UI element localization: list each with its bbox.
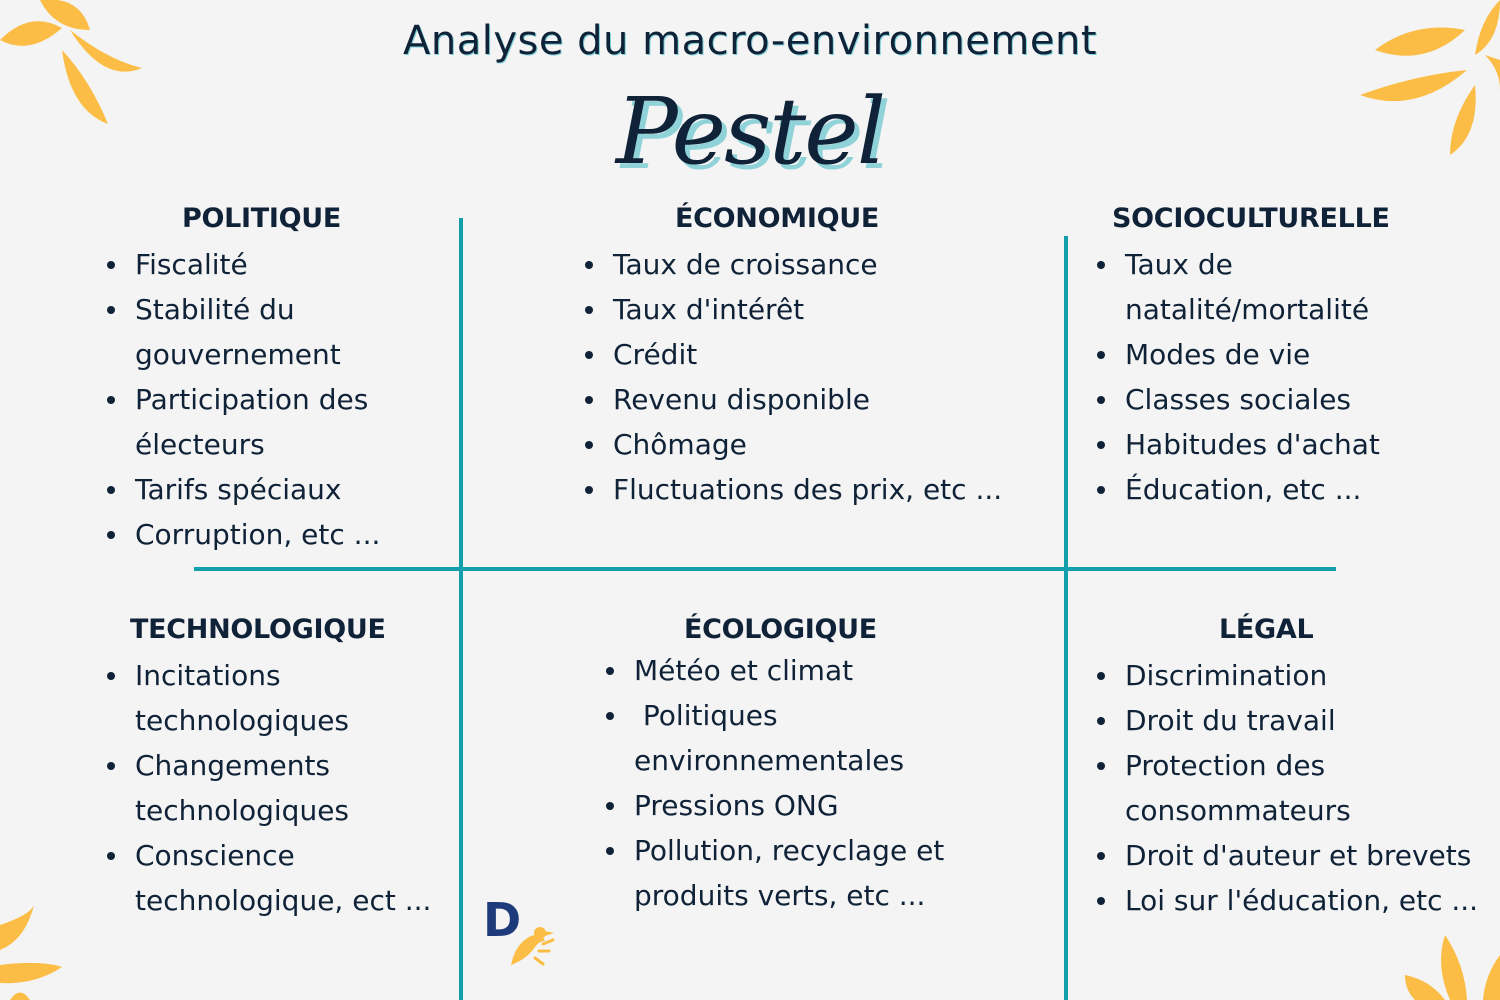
list-item: Modes de vie (1097, 332, 1380, 377)
list-ecologique (606, 648, 944, 918)
page-title: Pestel (615, 78, 885, 185)
heading-economique: ÉCONOMIQUE (675, 203, 879, 234)
list-item: Tarifs spéciaux (107, 467, 380, 512)
divider-vertical-left (459, 218, 463, 1000)
list-item: Revenu disponible (585, 377, 1002, 422)
list-socioculturelle (1097, 242, 1380, 512)
list-item: Droit d'auteur et brevets (1097, 833, 1478, 878)
subtitle: Analyse du macro-environnement (402, 18, 1098, 64)
list-item: Participation des électeurs (107, 377, 380, 467)
list-politique (107, 242, 380, 557)
heading-socioculturelle: SOCIOCULTURELLE (1112, 203, 1390, 234)
list-item: Conscience technologique, ect ... (107, 833, 431, 923)
list-item: Chômage (585, 422, 1002, 467)
list-item: Météo et climat (606, 648, 944, 693)
list-item: Fiscalité (107, 242, 380, 287)
divider-horizontal (194, 567, 1336, 571)
list-economique (585, 242, 1002, 512)
list-technologique (107, 653, 431, 923)
list-item: Taux de natalité/mortalité (1097, 242, 1380, 332)
list-item: Pressions ONG (606, 783, 944, 828)
list-item: Classes sociales (1097, 377, 1380, 422)
logo-letter: D (483, 893, 522, 947)
heading-legal: LÉGAL (1219, 614, 1314, 645)
leaf-decoration-bottom-left (0, 905, 70, 1000)
list-item: Droit du travail (1097, 698, 1478, 743)
list-item: Stabilité du gouvernement (107, 287, 380, 377)
list-item: Loi sur l'éducation, etc ... (1097, 878, 1478, 923)
logo (483, 895, 563, 975)
list-item: Incitations technologiques (107, 653, 431, 743)
heading-politique: POLITIQUE (182, 203, 342, 234)
list-item: Habitudes d'achat (1097, 422, 1380, 467)
heading-technologique: TECHNOLOGIQUE (130, 614, 386, 645)
list-item: Crédit (585, 332, 1002, 377)
list-item: Éducation, etc ... (1097, 467, 1380, 512)
leaf-decoration-bottom-right (1405, 935, 1500, 1000)
list-item: Protection des consommateurs (1097, 743, 1478, 833)
list-item: Fluctuations des prix, etc ... (585, 467, 1002, 512)
divider-vertical-right (1064, 236, 1068, 1000)
list-item: Taux de croissance (585, 242, 1002, 287)
list-item: Politiques environnementales (606, 693, 944, 783)
list-item: Pollution, recyclage et produits verts, etc ... (606, 828, 944, 918)
list-legal (1097, 653, 1478, 923)
list-item: Taux d'intérêt (585, 287, 1002, 332)
bird-icon (505, 919, 561, 969)
list-item: Changements technologiques (107, 743, 431, 833)
list-item: Corruption, etc ... (107, 512, 380, 557)
list-item: Discrimination (1097, 653, 1478, 698)
heading-ecologique: ÉCOLOGIQUE (684, 614, 877, 645)
